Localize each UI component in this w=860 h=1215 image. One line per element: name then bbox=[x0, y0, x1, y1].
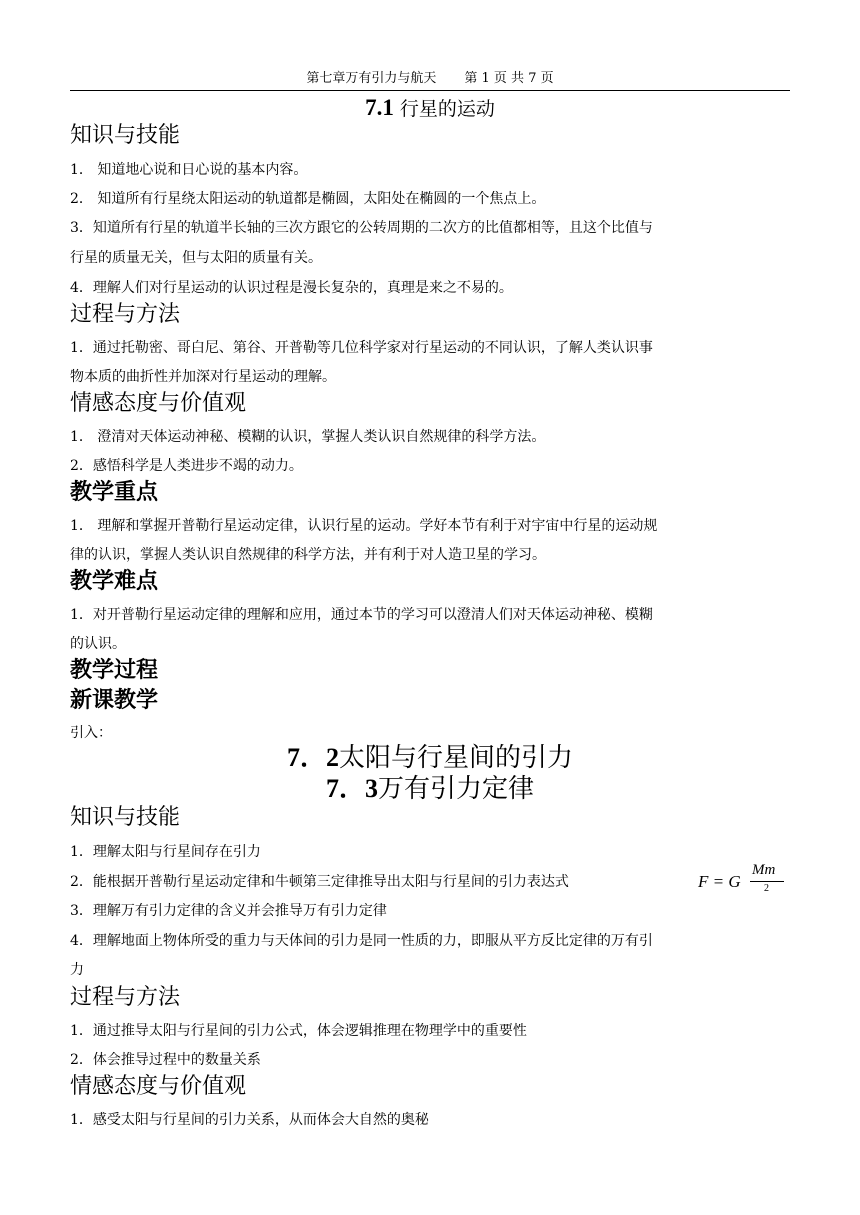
paragraph: 1． 澄清对天体运动神秘、模糊的认识，掌握人类认识自然规律的科学方法。 bbox=[70, 429, 546, 445]
paragraph: 行星的质量无关，但与太阳的质量有关。 bbox=[70, 250, 322, 266]
paragraph: 2．感悟科学是人类进步不竭的动力。 bbox=[70, 458, 303, 474]
heading-emotion: 情感态度与价值观 bbox=[70, 1074, 247, 1099]
paragraph: 4．理解人们对行星运动的认识过程是漫长复杂的，真理是来之不易的。 bbox=[70, 280, 513, 296]
heading-teaching-process: 教学过程 bbox=[70, 658, 159, 683]
heading-difficulty: 教学难点 bbox=[70, 569, 159, 594]
paragraph: 律的认识，掌握人类认识自然规律的科学方法，并有利于对人造卫星的学习。 bbox=[70, 547, 546, 563]
paragraph: 4．理解地面上物体所受的重力与天体间的引力是同一性质的力，即服从平方反比定律的万有引 bbox=[70, 933, 653, 949]
heading-new-lesson: 新课教学 bbox=[70, 688, 159, 713]
fraction-bar bbox=[750, 881, 784, 882]
heading-emotion: 情感态度与价值观 bbox=[70, 391, 247, 416]
paragraph: 1． 理解和掌握开普勒行星运动定律，认识行星的运动。学好本节有利于对宇宙中行星的运动规 bbox=[70, 518, 658, 534]
formula-denominator: 2 bbox=[764, 883, 769, 894]
page-number: 第 1 页 共 7 页 bbox=[464, 71, 554, 86]
paragraph: 3．理解万有引力定律的含义并会推导万有引力定律 bbox=[70, 903, 387, 919]
paragraph: 的认识。 bbox=[70, 636, 126, 652]
paragraph: 1．对开普勒行星运动定律的理解和应用，通过本节的学习可以澄清人们对天体运动神秘、模糊 bbox=[70, 607, 653, 623]
section-number: 7．2 bbox=[286, 743, 339, 772]
heading-key-point: 教学重点 bbox=[70, 480, 159, 505]
paragraph: 3．知道所有行星的轨道半长轴的三次方跟它的公转周期的二次方的比值都相等，且这个比值与 bbox=[70, 220, 653, 236]
heading-process: 过程与方法 bbox=[70, 985, 181, 1010]
paragraph: 1． 知道地心说和日心说的基本内容。 bbox=[70, 162, 308, 178]
chapter-title: 第七章万有引力与航天 bbox=[306, 71, 437, 86]
section-title-7-3 bbox=[70, 773, 790, 805]
paragraph: 1．感受太阳与行星间的引力关系，从而体会大自然的奥秘 bbox=[70, 1112, 429, 1128]
heading-knowledge: 知识与技能 bbox=[70, 123, 181, 148]
paragraph: 1．通过托勒密、哥白尼、第谷、开普勒等几位科学家对行星运动的不同认识，了解人类认识事 bbox=[70, 340, 653, 356]
section-title-7-1 bbox=[70, 94, 790, 123]
paragraph: 2． 知道所有行星绕太阳运动的轨道都是椭圆，太阳处在椭圆的一个焦点上。 bbox=[70, 191, 546, 207]
section-number: 7．3 bbox=[325, 774, 378, 803]
section-title-text: 万有引力定律 bbox=[378, 774, 535, 804]
section-title-7-2 bbox=[70, 742, 790, 774]
section-number: 7.1 bbox=[365, 95, 394, 120]
paragraph: 引入： bbox=[70, 725, 112, 741]
formula-numerator: Mm bbox=[752, 862, 776, 878]
section-title-text: 行星的运动 bbox=[399, 98, 495, 120]
formula-lhs: F = G bbox=[698, 872, 741, 891]
paragraph: 物本质的曲折性并加深对行星运动的理解。 bbox=[70, 369, 336, 385]
heading-knowledge: 知识与技能 bbox=[70, 805, 181, 830]
heading-process: 过程与方法 bbox=[70, 302, 181, 327]
paragraph: 2．能根据开普勒行星运动定律和牛顿第三定律推导出太阳与行星间的引力表达式 bbox=[70, 874, 569, 890]
paragraph: 2．体会推导过程中的数量关系 bbox=[70, 1052, 261, 1068]
gravitation-formula bbox=[698, 862, 788, 900]
paragraph: 力 bbox=[70, 962, 84, 978]
paragraph: 1．理解太阳与行星间存在引力 bbox=[70, 844, 261, 860]
section-title-text: 太阳与行星间的引力 bbox=[339, 743, 574, 773]
page-header bbox=[70, 68, 790, 91]
paragraph: 1．通过推导太阳与行星间的引力公式，体会逻辑推理在物理学中的重要性 bbox=[70, 1023, 527, 1039]
